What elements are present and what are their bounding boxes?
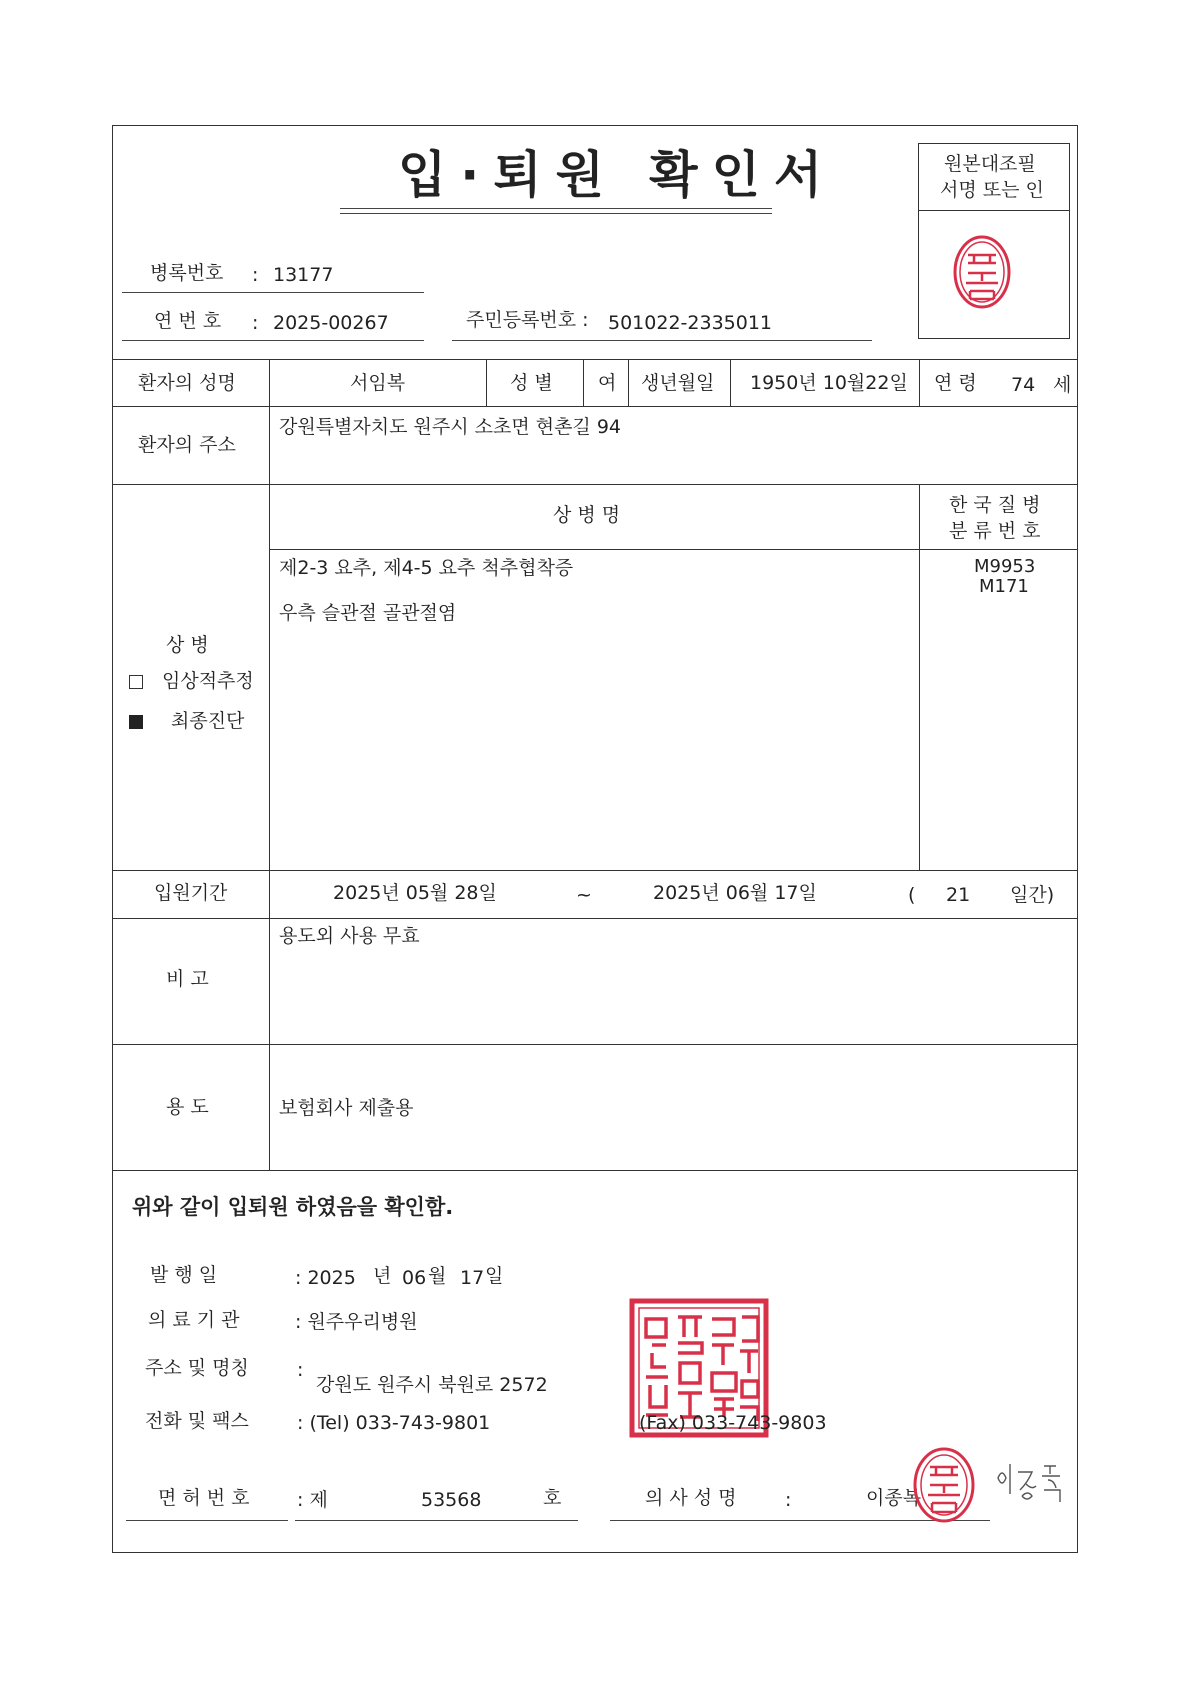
record-number-label: 병록번호 — [150, 262, 224, 284]
license-value-underline — [295, 1520, 578, 1521]
disease-code-1: M9953 — [974, 556, 1036, 577]
disease-2: 우측 슬관절 골관절염 — [279, 602, 457, 624]
doctor-signature — [992, 1458, 1072, 1508]
issue-date-month-num: 06 — [402, 1267, 427, 1289]
col-line-age — [919, 359, 920, 406]
serial-number-label: 연 번 호 — [154, 310, 222, 332]
admission-tilde: ~ — [576, 884, 592, 906]
sex-value: 여 — [598, 372, 617, 394]
patient-name-value: 서임복 — [350, 372, 406, 394]
final-diagnosis-checkbox[interactable] — [129, 715, 143, 729]
birth-label: 생년월일 — [641, 372, 715, 394]
resident-number-value: 501022-2335011 — [608, 312, 773, 334]
doctor-name-value: 이종복 — [866, 1487, 922, 1509]
age-value: 74 — [1011, 374, 1036, 396]
age-label: 연 령 — [934, 372, 977, 394]
admission-label: 입원기간 — [154, 882, 228, 904]
issue-date-day-unit: 일 — [485, 1265, 504, 1287]
remarks-label: 비 고 — [166, 968, 209, 990]
address-label: 환자의 주소 — [138, 434, 236, 456]
license-underline — [126, 1520, 288, 1521]
record-number-value: 13177 — [273, 264, 334, 286]
stamp-box-divider — [918, 210, 1070, 211]
license-prefix: : 제 — [297, 1489, 328, 1511]
age-unit: 세 — [1053, 374, 1072, 396]
patient-name-label: 환자의 성명 — [138, 372, 236, 394]
col-line-birth-value — [730, 359, 731, 406]
doctor-name-colon: : — [785, 1489, 792, 1511]
document-title: 입·퇴원 확인서 — [398, 146, 837, 204]
issue-date-month-unit: 월 — [428, 1265, 447, 1287]
license-suffix: 호 — [543, 1487, 562, 1509]
admission-paren-open: ( — [908, 884, 916, 906]
row-line-7 — [112, 1044, 1078, 1045]
remarks-value: 용도외 사용 무효 — [279, 925, 420, 947]
admission-days-suffix: 일간) — [1010, 884, 1055, 906]
doctor-name-label: 의 사 성 명 — [645, 1487, 737, 1509]
row-line-3 — [112, 484, 1078, 485]
sex-label: 성 별 — [510, 372, 553, 394]
col-line-code — [919, 484, 920, 870]
col-line-sex-label — [486, 359, 487, 406]
row-line-4 — [270, 549, 1078, 550]
license-number-label: 면 허 번 호 — [158, 1487, 250, 1509]
doctor-seal — [912, 1445, 976, 1525]
resident-number-label: 주민등록번호 : — [466, 309, 589, 331]
record-underline — [122, 292, 424, 293]
phone-fax-label: 전화 및 팩스 — [145, 1410, 249, 1432]
verification-seal — [952, 233, 1012, 311]
row-line-2 — [112, 406, 1078, 407]
address-value: 강원특별자치도 원주시 소초면 현촌길 94 — [279, 416, 621, 438]
institution-label: 의 료 기 관 — [148, 1309, 240, 1331]
diagnosis-name-header: 상 병 명 — [553, 504, 621, 526]
row-line-6 — [112, 918, 1078, 919]
birth-value: 1950년 10월22일 — [750, 372, 908, 394]
clinical-estimate-checkbox[interactable] — [129, 675, 143, 689]
confirmation-statement: 위와 같이 입퇴원 하였음을 확인함. — [132, 1195, 454, 1219]
serial-number-value: 2025-00267 — [273, 312, 389, 334]
col-line-sex-value — [583, 359, 584, 406]
issue-date-year-unit: 년 — [373, 1265, 392, 1287]
hospital-address-value: 강원도 원주시 북원로 2572 — [316, 1374, 548, 1396]
issue-date-label: 발 행 일 — [150, 1264, 218, 1286]
code-header-line2: 분 류 번 호 — [949, 520, 1041, 542]
disease-1: 제2-3 요추, 제4-5 요추 척추협착증 — [279, 557, 574, 579]
row-line-8 — [112, 1170, 1078, 1171]
final-diagnosis-label: 최종진단 — [171, 710, 245, 732]
issue-date-day-num: 17 — [460, 1267, 485, 1289]
row-line-1 — [112, 359, 1078, 360]
issue-date-prefix: : 2025 — [295, 1267, 356, 1289]
resident-underline — [452, 340, 872, 341]
institution-value: : 원주우리병원 — [295, 1311, 418, 1333]
license-number-value: 53568 — [421, 1489, 482, 1511]
record-colon: : — [252, 264, 259, 286]
stamp-box-line2: 서명 또는 인 — [940, 179, 1044, 201]
title-underline-2 — [340, 213, 772, 214]
purpose-value: 보험회사 제출용 — [279, 1097, 414, 1119]
signature-text: 이종복 — [992, 1506, 998, 1508]
fax-value: (Fax) 033-743-9803 — [639, 1412, 827, 1434]
diagnosis-section-label: 상 병 — [166, 634, 209, 656]
address-name-label: 주소 및 명칭 — [145, 1357, 249, 1379]
serial-underline — [122, 340, 424, 341]
admission-end: 2025년 06월 17일 — [653, 882, 817, 904]
stamp-box-line1: 원본대조필 — [944, 153, 1036, 175]
col-line-label — [269, 359, 270, 1170]
admission-start: 2025년 05월 28일 — [333, 882, 497, 904]
purpose-label: 용 도 — [166, 1096, 209, 1118]
row-line-5 — [112, 870, 1078, 871]
title-underline — [340, 208, 772, 209]
code-header-line1: 한 국 질 병 — [949, 494, 1041, 516]
serial-colon: : — [252, 312, 259, 334]
clinical-estimate-label: 임상적추정 — [162, 670, 254, 692]
tel-value: : (Tel) 033-743-9801 — [297, 1412, 491, 1434]
admission-days: 21 — [946, 884, 971, 906]
disease-code-2: M171 — [979, 576, 1029, 597]
col-line-sex-end — [628, 359, 629, 406]
address-name-colon: : — [297, 1359, 304, 1381]
